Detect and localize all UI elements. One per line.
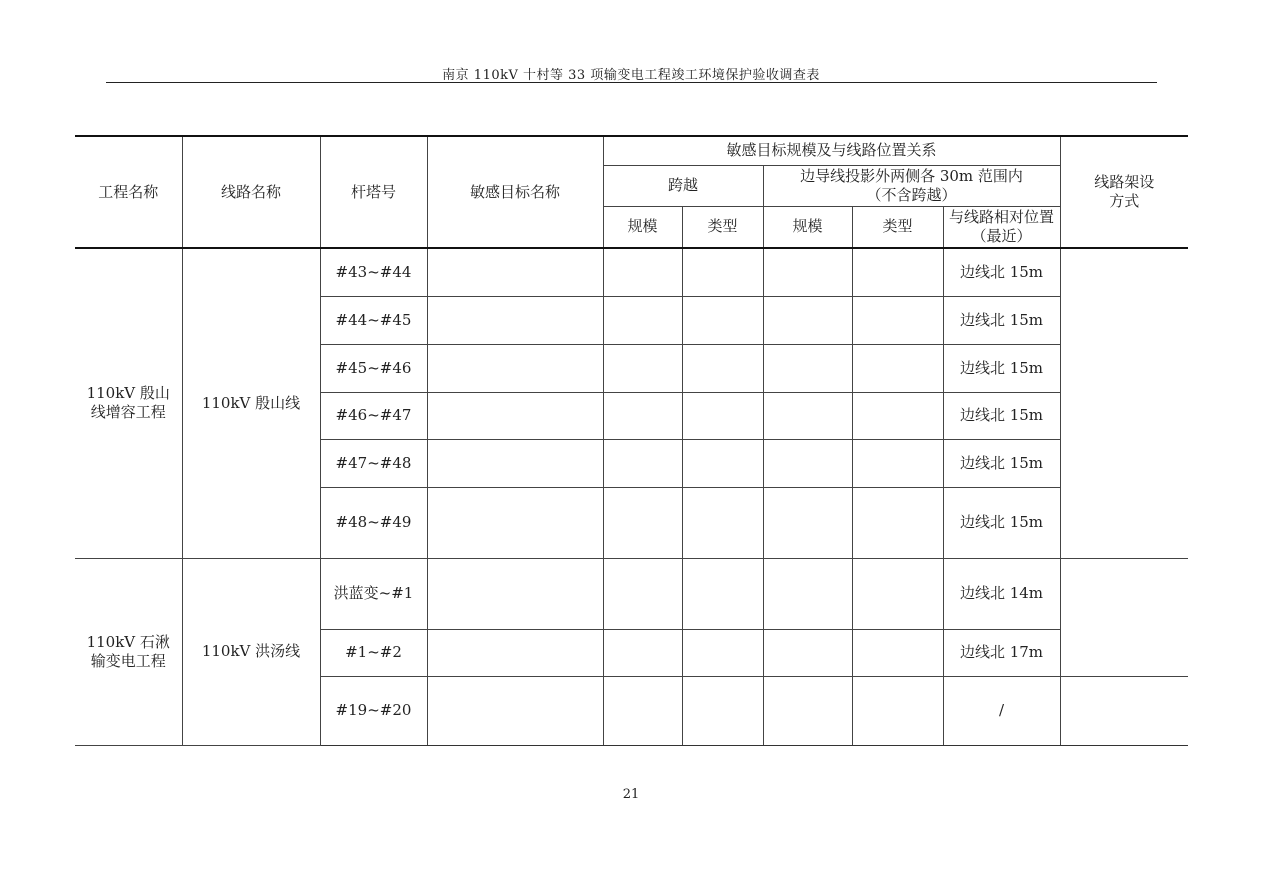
within-type-cell <box>852 344 943 392</box>
within-scale-cell <box>763 439 852 487</box>
within-type-cell <box>852 392 943 439</box>
crossing-type-cell <box>682 558 763 629</box>
project-name-cell <box>75 248 182 558</box>
target-name-cell <box>427 487 603 558</box>
header-tower-no: 杆塔号 <box>320 136 427 248</box>
project-name-cell <box>75 558 182 745</box>
header-crossing-scale: 规模 <box>603 206 682 248</box>
survey-table <box>75 135 1188 746</box>
crossing-scale-cell <box>603 487 682 558</box>
relative-position-cell: / <box>943 676 1060 745</box>
target-name-cell <box>427 558 603 629</box>
target-name-cell <box>427 344 603 392</box>
within-type-cell <box>852 629 943 676</box>
tower-no-cell: #45~#46 <box>320 344 427 392</box>
project-name-text: 110kV 殷山线增容工程 <box>86 384 170 422</box>
table-row <box>75 248 1188 296</box>
tower-no-cell: #43~#44 <box>320 248 427 296</box>
relative-position-cell: 边线北 15m <box>943 344 1060 392</box>
header-row-1 <box>75 136 1188 165</box>
header-relative-position-text: 与线路相对位置（最近） <box>948 207 1054 245</box>
crossing-type-cell <box>682 344 763 392</box>
relative-position-cell: 边线北 14m <box>943 558 1060 629</box>
within-type-cell <box>852 248 943 296</box>
within-type-cell <box>852 676 943 745</box>
header-group: 敏感目标规模及与线路位置关系 <box>603 136 1060 165</box>
within-type-cell <box>852 296 943 344</box>
page-number: 21 <box>622 787 640 802</box>
relative-position-cell: 边线北 15m <box>943 392 1060 439</box>
crossing-type-cell <box>682 392 763 439</box>
tower-no-cell: #19~#20 <box>320 676 427 745</box>
header-relative-position <box>943 206 1060 248</box>
crossing-scale-cell <box>603 392 682 439</box>
header-erection <box>1060 136 1188 248</box>
erection-cell <box>1060 248 1188 558</box>
target-name-cell <box>427 248 603 296</box>
crossing-type-cell <box>682 296 763 344</box>
tower-no-cell: #1~#2 <box>320 629 427 676</box>
crossing-scale-cell <box>603 558 682 629</box>
relative-position-cell: 边线北 15m <box>943 487 1060 558</box>
crossing-scale-cell <box>603 676 682 745</box>
crossing-scale-cell <box>603 439 682 487</box>
header-within-30m <box>763 165 1060 206</box>
target-name-cell <box>427 392 603 439</box>
within-scale-cell <box>763 629 852 676</box>
relative-position-cell: 边线北 17m <box>943 629 1060 676</box>
crossing-type-cell <box>682 248 763 296</box>
within-scale-cell <box>763 296 852 344</box>
tower-no-cell: #48~#49 <box>320 487 427 558</box>
header-crossing: 跨越 <box>603 165 763 206</box>
within-scale-cell <box>763 676 852 745</box>
crossing-type-cell <box>682 487 763 558</box>
project-name-text: 110kV 石湫输变电工程 <box>86 632 170 670</box>
within-type-cell <box>852 439 943 487</box>
document-header-title: 南京 110kV 十村等 33 项输变电工程竣工环境保护验收调查表 <box>442 68 820 83</box>
within-scale-cell <box>763 558 852 629</box>
crossing-scale-cell <box>603 344 682 392</box>
header-crossing-type: 类型 <box>682 206 763 248</box>
crossing-type-cell <box>682 676 763 745</box>
header-project-name: 工程名称 <box>75 136 182 248</box>
within-scale-cell <box>763 392 852 439</box>
within-type-cell <box>852 487 943 558</box>
line-name-cell: 110kV 殷山线 <box>182 248 320 558</box>
tower-no-cell: #44~#45 <box>320 296 427 344</box>
tower-no-cell: #46~#47 <box>320 392 427 439</box>
within-scale-cell <box>763 248 852 296</box>
crossing-type-cell <box>682 439 763 487</box>
crossing-type-cell <box>682 629 763 676</box>
relative-position-cell: 边线北 15m <box>943 248 1060 296</box>
within-type-cell <box>852 558 943 629</box>
header-rule <box>106 82 1157 83</box>
table-row <box>75 558 1188 629</box>
header-within-type: 类型 <box>852 206 943 248</box>
within-scale-cell <box>763 487 852 558</box>
crossing-scale-cell <box>603 629 682 676</box>
target-name-cell <box>427 296 603 344</box>
target-name-cell <box>427 439 603 487</box>
relative-position-cell: 边线北 15m <box>943 439 1060 487</box>
header-line-name: 线路名称 <box>182 136 320 248</box>
target-name-cell <box>427 629 603 676</box>
header-within-scale: 规模 <box>763 206 852 248</box>
header-target-name: 敏感目标名称 <box>427 136 603 248</box>
target-name-cell <box>427 676 603 745</box>
relative-position-cell: 边线北 15m <box>943 296 1060 344</box>
tower-no-cell: #47~#48 <box>320 439 427 487</box>
crossing-scale-cell <box>603 296 682 344</box>
within-scale-cell <box>763 344 852 392</box>
line-name-cell: 110kV 洪汤线 <box>182 558 320 745</box>
header-within-30m-text: 边导线投影外两侧各 30m 范围内（不含跨越） <box>800 166 1023 204</box>
erection-cell <box>1060 558 1188 676</box>
erection-cell <box>1060 676 1188 745</box>
tower-no-cell: 洪蓝变~#1 <box>320 558 427 629</box>
crossing-scale-cell <box>603 248 682 296</box>
header-erection-text: 线路架设方式 <box>1094 173 1155 210</box>
